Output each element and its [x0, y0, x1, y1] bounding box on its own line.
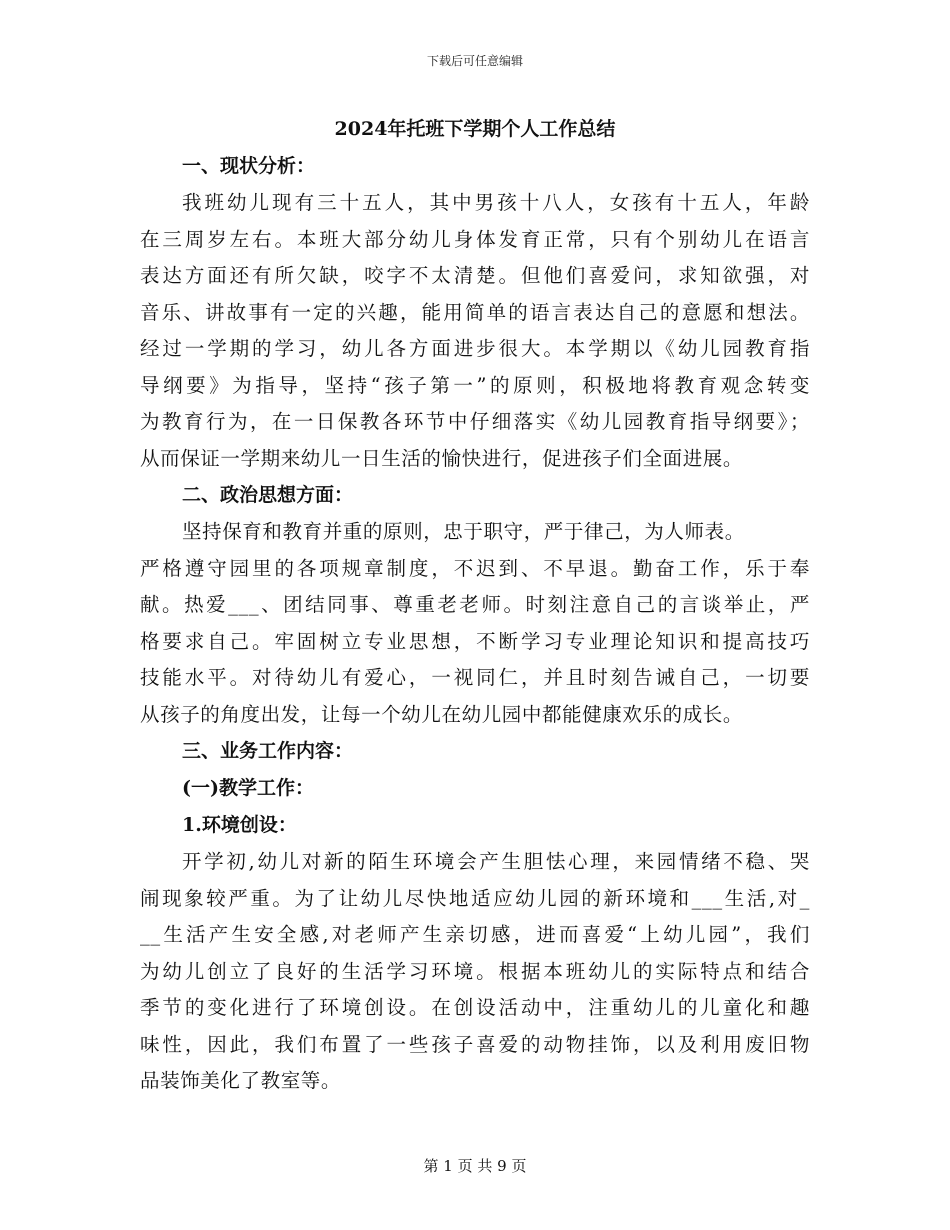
text-line: 品装饰美化了教室等。 [140, 1069, 342, 1092]
paragraph-environment [140, 844, 810, 1100]
text-line: 为教育行为，在一日保教各环节中仔细落实《幼儿园教育指导纲要》； [140, 410, 810, 433]
text-line: 格要求自己。牢固树立专业思想，不断学习专业理论知识和提高技巧 [140, 629, 810, 653]
text-line: __生活产生安全感,对老师产生亲切感，进而喜爱“上幼儿园”，我们 [140, 923, 810, 946]
text-line: 导纲要》为指导，坚持“孩子第一”的原则，积极地将教育观念转变 [140, 373, 810, 397]
document-body [140, 110, 810, 1100]
text-line: 经过一学期的学习，幼儿各方面进步很大。本学期以《幼儿园教育指 [140, 337, 810, 360]
text-line: 坚持保育和教育并重的原则，忠于职守，严于律己，为人师表。 [182, 520, 745, 543]
text-line: 表达方面还有所欠缺，咬字不太清楚。但他们喜爱问，求知欲强，对 [140, 264, 810, 287]
text-line: 闹现象较严重。为了让幼儿尽快地适应幼儿园的新环境和___生活,对_ [140, 886, 810, 910]
text-line: 音乐、讲故事有一定的兴趣，能用简单的语言表达自己的意愿和想法。 [140, 300, 810, 324]
document-title: 2024年托班下学期个人工作总结 [334, 118, 616, 140]
text-line: 在三周岁左右。本班大部分幼儿身体发育正常，只有个别幼儿在语言 [140, 227, 810, 251]
text-line: 技能水平。对待幼儿有爱心，一视同仁，并且时刻告诫自己，一切要 [140, 666, 810, 689]
text-line: 季节的变化进行了环境创设。在创设活动中，注重幼儿的儿童化和趣 [140, 996, 810, 1019]
text-line: 从而保证一学期来幼儿一日生活的愉快进行，促进孩子们全面进展。 [140, 446, 744, 470]
page-number: 第 1 页 共 9 页 [423, 1157, 527, 1175]
page-header-note: 下载后可任意编辑 [426, 54, 523, 68]
item-heading-environment: 1.环境创设： [182, 814, 297, 836]
section-heading-status: 一、现状分析： [182, 155, 316, 177]
section-heading-work: 三、业务工作内容： [182, 740, 354, 762]
paragraph-status [140, 185, 810, 477]
text-line: 严格遵守园里的各项规章制度，不迟到、不早退。勤奋工作，乐于奉 [140, 556, 810, 580]
text-line: 从孩子的角度出发，让每一个幼儿在幼儿园中都能健康欢乐的成长。 [140, 702, 744, 726]
text-line: 为幼儿创立了良好的生活学习环境。根据本班幼儿的实际特点和结合 [140, 959, 810, 983]
subsection-heading-teaching: (一)教学工作： [182, 777, 314, 799]
section-heading-politics: 二、政治思想方面： [182, 484, 354, 506]
paragraph-politics [140, 514, 810, 733]
text-line: 开学初,幼儿对新的陌生环境会产生胆怯心理，来园情绪不稳、哭 [182, 850, 810, 873]
text-line: 味性，因此，我们布置了一些孩子喜爱的动物挂饰，以及利用废旧物 [140, 1032, 810, 1056]
text-line: 我班幼儿现有三十五人，其中男孩十八人，女孩有十五人，年龄 [182, 191, 810, 214]
text-line: 献。热爱___、团结同事、尊重老老师。时刻注意自己的言谈举止，严 [140, 593, 810, 616]
